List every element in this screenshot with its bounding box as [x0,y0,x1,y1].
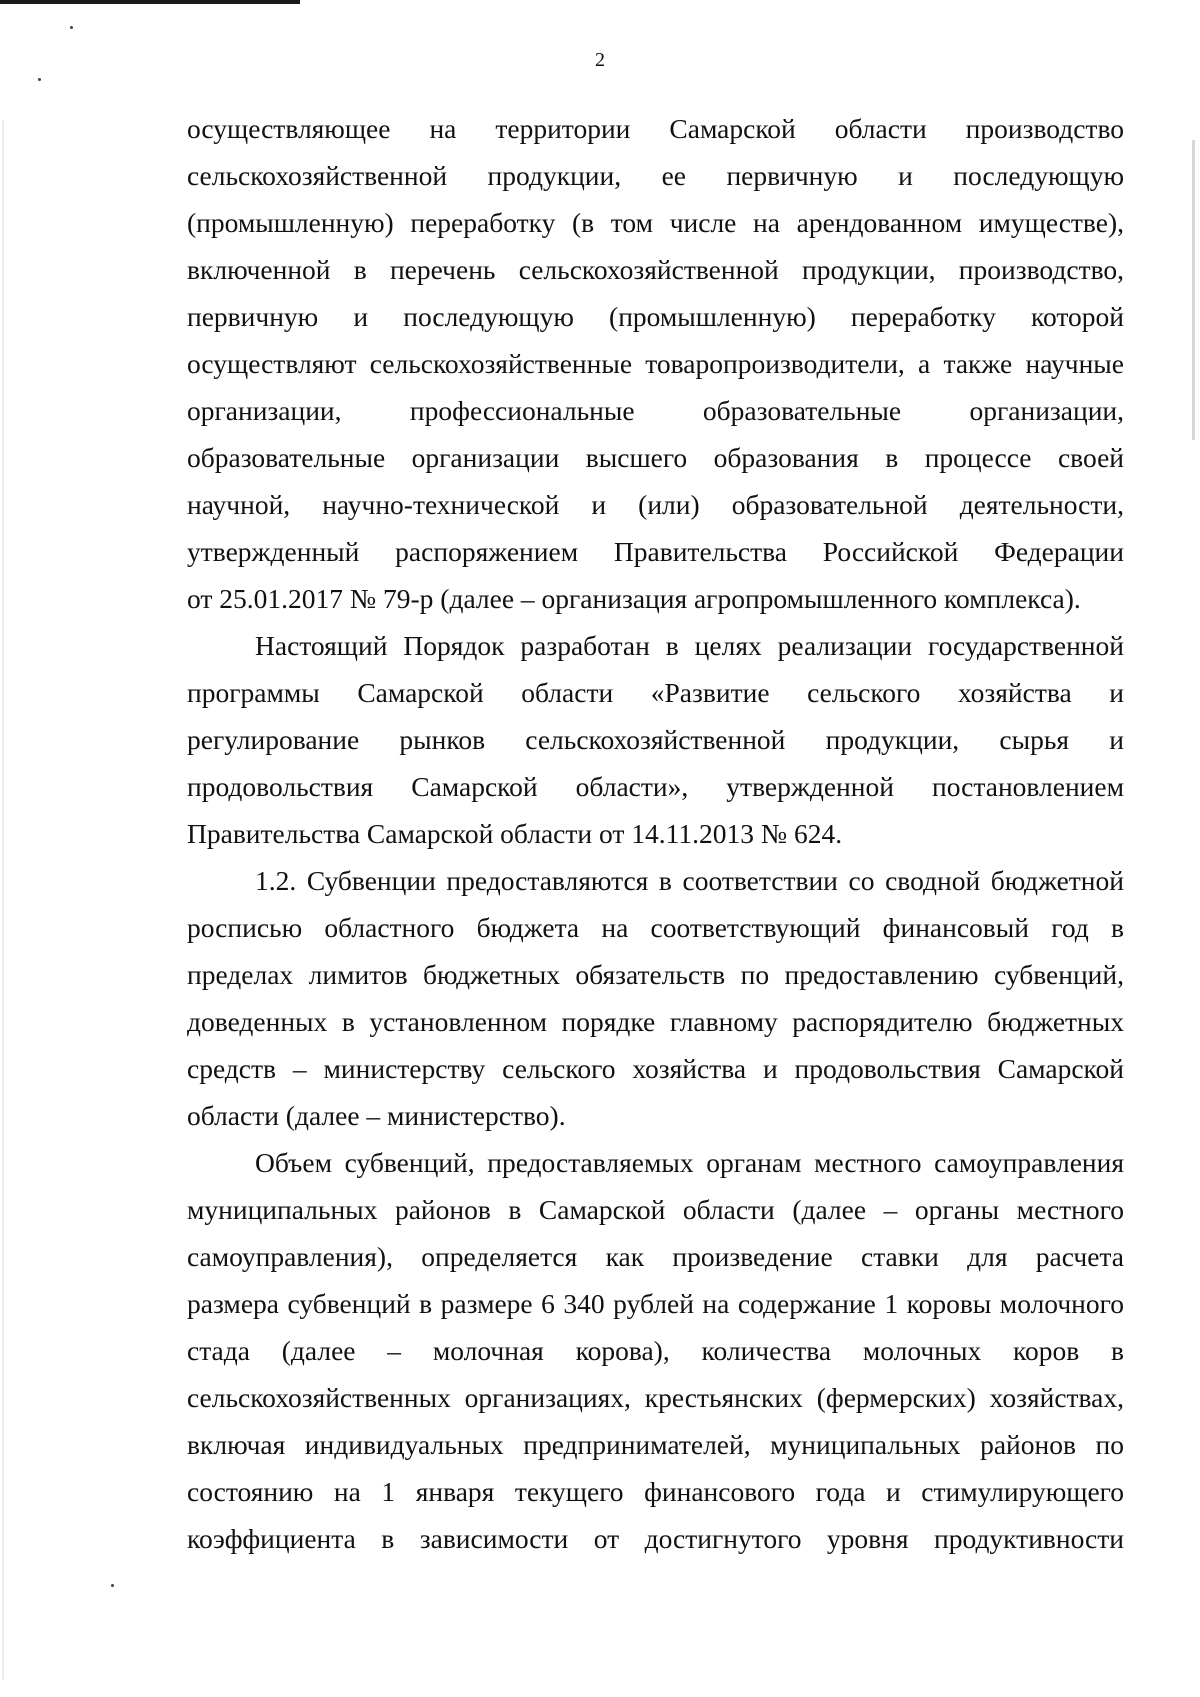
text-line: средств – министерству сельского хозяйства и продовольствия Самарской [187,1053,1124,1084]
text-line: включая индивидуальных предпринимателей, муниципальных районов по [187,1429,1124,1460]
text-line: 1.2. Субвенции предоставляются в соответствии со сводной бюджетной [255,865,1124,896]
text-line: научной, научно-технической и (или) образовательной деятельности, [187,489,1124,520]
text-line: образовательные организации высшего образования в процессе своей [187,442,1124,473]
scan-edge-left [2,120,4,1680]
text-line: (промышленную) переработку (в том числе на арендованном имуществе), [187,207,1124,238]
text-line: самоуправления), определяется как произведение ставки для расчета [187,1241,1124,1272]
text-line: осуществляющее на территории Самарской области производство [187,113,1124,144]
text-line: Объем субвенций, предоставляемых органам местного самоуправления [255,1147,1124,1178]
text-line: коэффициента в зависимости от достигнутого уровня продуктивности [187,1523,1124,1554]
scan-speck [70,26,73,29]
text-line: утвержденный распоряжением Правительства Российской Федерации [187,536,1124,567]
scan-speck [111,1584,114,1587]
text-line: Настоящий Порядок разработан в целях реализации государственной [255,630,1124,661]
text-line: росписью областного бюджета на соответствующий финансовый год в [187,912,1124,943]
text-line: стада (далее – молочная корова), количества молочных коров в [187,1335,1124,1366]
text-line: регулирование рынков сельскохозяйственной продукции, сырья и [187,724,1124,755]
text-line: организации, профессиональные образовательные организации, [187,395,1124,426]
text-line: области (далее – министерство). [187,1100,566,1131]
body-text [187,105,1124,1562]
text-line: муниципальных районов в Самарской области (далее – органы местного [187,1194,1124,1225]
text-line: пределах лимитов бюджетных обязательств по предоставлению субвенций, [187,959,1124,990]
text-line: состоянию на 1 января текущего финансового года и стимулирующего [187,1476,1124,1507]
top-rule [0,0,300,4]
text-line: включенной в перечень сельскохозяйственной продукции, производство, [187,254,1124,285]
text-line: программы Самарской области «Развитие сельского хозяйства и [187,677,1124,708]
text-line: сельскохозяйственной продукции, ее первичную и последующую [187,160,1124,191]
text-line: продовольствия Самарской области», утвержденной постановлением [187,771,1124,802]
scan-edge-right [1192,140,1195,440]
text-line: первичную и последующую (промышленную) переработку которой [187,301,1124,332]
text-line: осуществляют сельскохозяйственные товаропроизводители, а также научные [187,348,1124,379]
scan-speck [38,78,41,81]
text-line: Правительства Самарской области от 14.11.2013 № 624. [187,818,843,849]
text-line: размера субвенций в размере 6 340 рублей на содержание 1 коровы молочного [187,1288,1124,1319]
page-number: 2 [595,49,605,71]
text-line: сельскохозяйственных организациях, крестьянских (фермерских) хозяйствах, [187,1382,1124,1413]
text-line: от 25.01.2017 № 79-р (далее – организация агропромышленного комплекса). [187,583,1081,614]
text-line: доведенных в установленном порядке главному распорядителю бюджетных [187,1006,1124,1037]
